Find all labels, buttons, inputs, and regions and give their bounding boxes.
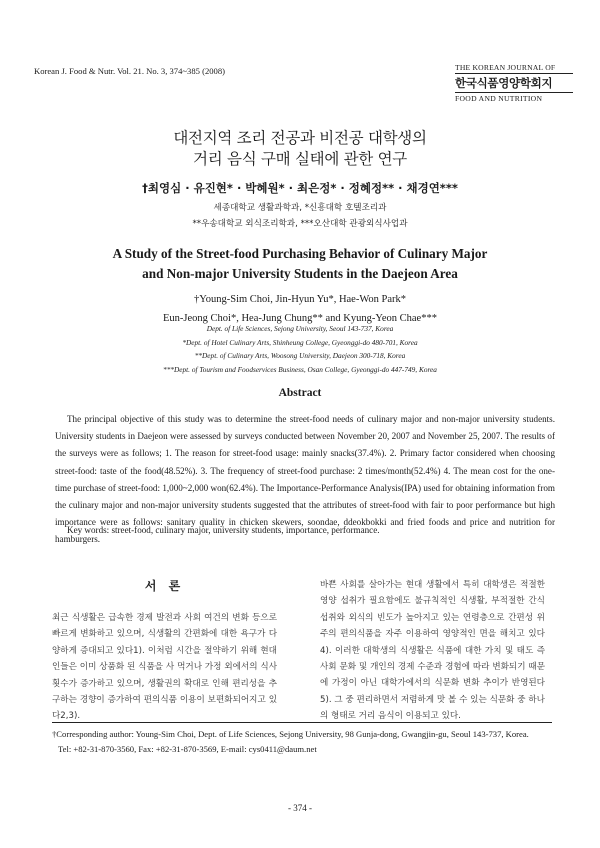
journal-name-en-bottom: FOOD AND NUTRITION xyxy=(455,94,543,103)
masthead-rule-bottom xyxy=(455,92,573,93)
title-korean-line1: 대전지역 조리 전공과 비전공 대학생의 xyxy=(173,129,427,147)
introduction-heading: 서 론 xyxy=(144,579,185,593)
abstract-heading: Abstract xyxy=(278,387,322,399)
page-number: - 374 - xyxy=(288,803,312,813)
affiliation-english-1: Dept. of Life Sciences, Sejong University, Seoul 143-737, Korea xyxy=(206,324,394,333)
journal-name-ko: 한국식품영양학회지 xyxy=(455,76,553,90)
affiliations-korean xyxy=(0,200,600,232)
authors-english-line2: Eun-Jeong Choi*, Hea-Jung Chung** and Kyung-Yeon Chae*** xyxy=(163,313,437,324)
abstract-body: The principal objective of this study was to determine the street-food needs of culinary major and non-major university students. University students in Daejeon were assessed by surveys conducted between November 20, 2007 and November 25, 2007. The results of the surveys were as follows; 1. The reason for street-food usage: mainly snacks(37.4%). 2. Primary factor considered when choosing street-food: taste of the food(48.52%). 3. The frequency of street-food purchase: 2 times/month(52.4%) 4. The mean cost for the one-time purchase of street-food: 1,000~2,000 won(62.4%). The Importance-Performance Analysis(IPA) used for obtaining information from the culinary major and non-major university students suggested that the attributes of street-food with fair to poor performance but high importance were as follows: sanitary quality in chicken skewers, soondae, ddeokbokki and fried foods and price and nutrition for hamburgers. xyxy=(55,414,555,545)
affiliation-korean-line2: **우송대학교 외식조리학과, ***오산대학 관광외식사업과 xyxy=(192,219,408,229)
footnote-line2: Tel: +82-31-870-3560, Fax: +82-31-870-3569, E-mail: cys0411@daum.net xyxy=(58,744,317,754)
title-english xyxy=(0,244,600,284)
introduction-right-column: 바쁜 사회를 살아가는 현대 생활에서 특히 대학생은 적절한 영양 섭취가 필요함에도 불규칙적인 식생활, 부적절한 간식 섭취와 외식의 빈도가 높아지고 있는 연령층으로 간편성 위주의 편의식품을 자주 이용하여 영양적인 면을 해치고 있다4). 이러한 대학생의 식생활은 식품에 대한 가치 및 태도 즉 사회 문화 및 개인의 경제 수준과 경험에 따라 변화되기 때문에 가정이 아닌 대학가에서의 식문화 변화 추이가 반영된다5). 그 중 편리하면서 저렴하게 맛 볼 수 있는 식문화 중 하나의 형태로 거리 음식이 이용되고 있다. xyxy=(320,580,545,722)
authors-korean: †최영심 · 유진현* · 박혜원* · 최은정* · 정혜정** · 채경연*** xyxy=(142,181,458,195)
introduction-left-column: 최근 식생활은 급속한 경제 발전과 사회 여건의 변화 등으로 빠르게 변화하고 있으며, 식생활의 간편화에 대한 욕구가 다양하게 증대되고 있다1). 이처럼 시간을 절약하기 위해 현대인들은 이미 상품화 된 식품을 사 먹거나 가정 외에서의 식사 횟수가 증가하고 있으며, 생활권의 확대로 인해 편리성을 추구하는 경향이 증가하여 편의식품 이용이 보편화되어지고 있다2,3). xyxy=(52,613,277,722)
affiliations-english xyxy=(0,322,600,376)
title-korean xyxy=(0,128,600,170)
corresponding-author-footnote xyxy=(52,727,562,757)
footnote-line1: †Corresponding author: Young-Sim Choi, Dept. of Life Sciences, Sejong University, 98 Gunja-dong, Gwangjin-gu, Seoul 143-737, Korea. xyxy=(52,729,529,739)
authors-english-line1: †Young-Sim Choi, Jin-Hyun Yu*, Hae-Won Park* xyxy=(193,294,407,305)
journal-masthead xyxy=(455,63,573,103)
affiliation-english-4: ***Dept. of Tourism and Foodservices Business, Osan College, Gyeonggi-do 447-749, Korea xyxy=(163,364,437,374)
affiliation-english-3: **Dept. of Culinary Arts, Woosong University, Daejeon 300-718, Korea xyxy=(194,351,406,360)
footnote-divider xyxy=(52,722,552,723)
title-korean-line2: 거리 음식 구매 실태에 관한 연구 xyxy=(193,150,407,168)
keywords: Key words: street-food, culinary major, university students, importance, performance. xyxy=(67,525,380,535)
affiliation-korean-line1: 세종대학교 생활과학과, *신흥대학 호텔조리과 xyxy=(213,203,387,213)
title-english-line1: A Study of the Street-food Purchasing Behavior of Culinary Major xyxy=(112,246,488,261)
title-english-line2: and Non-major University Students in the Daejeon Area xyxy=(142,266,458,281)
masthead-rule-top xyxy=(455,73,573,74)
journal-citation: Korean J. Food & Nutr. Vol. 21. No. 3, 374~385 (2008) xyxy=(34,66,226,76)
journal-name-en-top: THE KOREAN JOURNAL OF xyxy=(455,63,556,72)
affiliation-english-2: *Dept. of Hotel Culinary Arts, Shinheung College, Gyeonggi-do 480-701, Korea xyxy=(182,337,418,347)
